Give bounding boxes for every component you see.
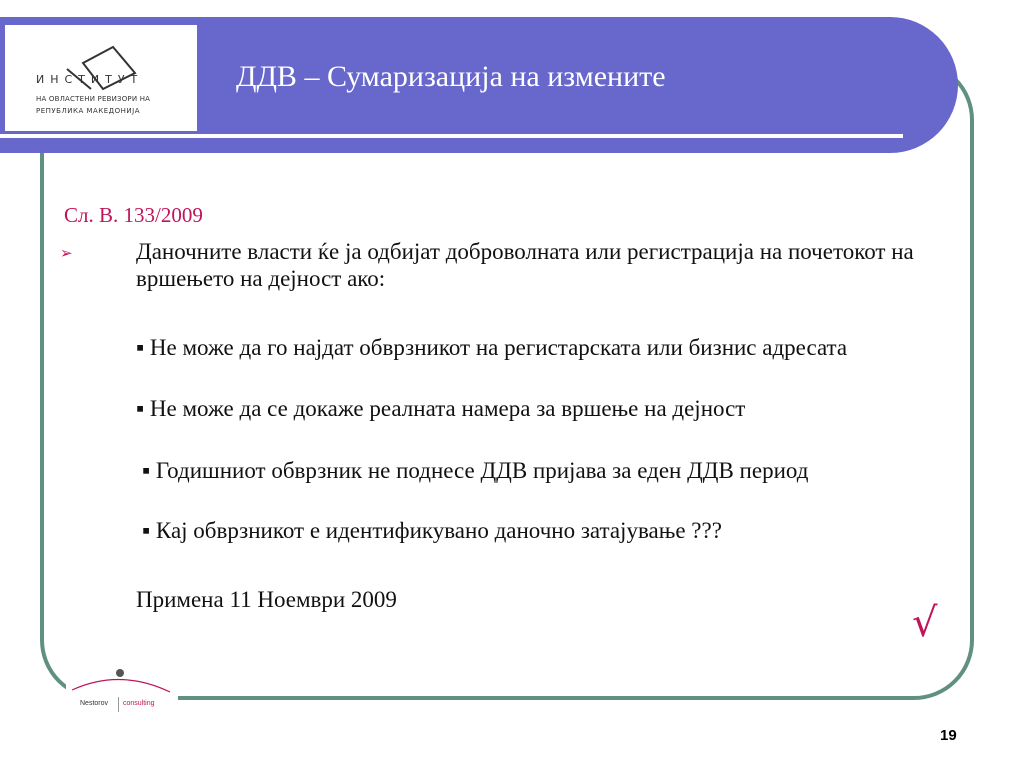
header-divider (0, 134, 903, 138)
consulting-logo-mark (66, 668, 178, 716)
arrow-bullet-icon: ➢ (60, 244, 73, 262)
consulting-logo-tagline: consulting (123, 700, 155, 707)
sub-item-4: ▪ Кај обврзникот е идентификувано даночно затајување ??? (142, 518, 722, 543)
page-number: 19 (940, 727, 957, 744)
consulting-logo (66, 668, 178, 716)
application-note: Примена 11 Ноември 2009 (136, 587, 397, 612)
logo-line-1: ИНСТИТУТ (36, 73, 144, 86)
slide-title: ДДВ – Сумаризација на измените (236, 60, 666, 93)
sub-item-3: ▪ Годишниот обврзник не поднесе ДДВ пријава за еден ДДВ период (142, 458, 809, 483)
sub-item-2: ▪ Не може да се докаже реалната намера за вршење на дејност (136, 396, 746, 421)
legal-reference: Сл. В. 133/2009 (64, 203, 203, 227)
consulting-logo-name: Nestorov (80, 700, 109, 707)
main-bullet-text: Даночните власти ќе ја одбијат доброволната или регистрација на почетокот на вршењето на дејност ако: (136, 239, 914, 291)
logo-line-2: НА ОВЛАСТЕНИ РЕВИЗОРИ НА (36, 95, 151, 103)
consulting-logo-divider (118, 697, 119, 712)
sub-item-1: ▪ Не може да го најдат обврзникот на регистарската или бизнис адресата (136, 335, 848, 360)
check-mark-icon: √ (912, 600, 938, 646)
logo-line-3: РЕПУБЛИКА МАКЕДОНИЈА (36, 107, 141, 115)
